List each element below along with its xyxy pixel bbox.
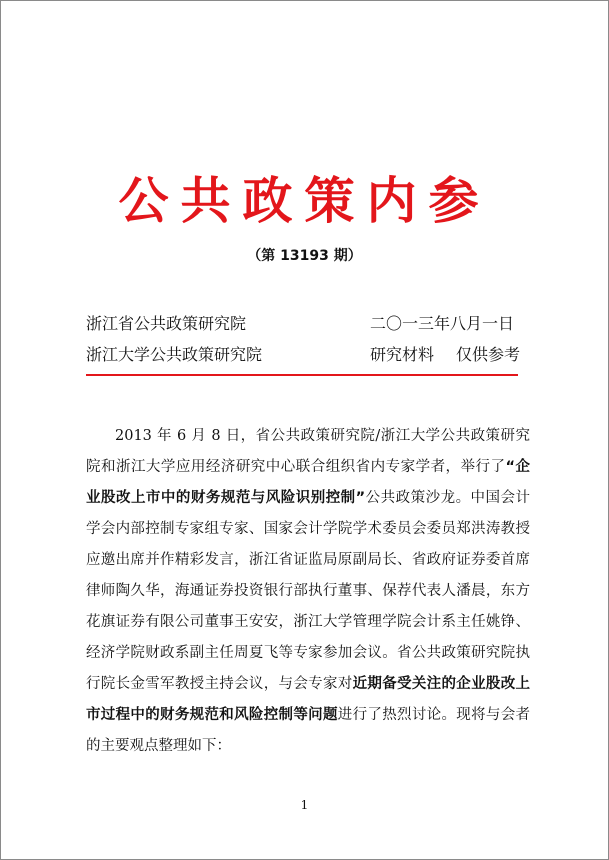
masthead-title: 公共政策内参 xyxy=(118,172,491,230)
header-row-2 xyxy=(86,344,526,366)
body-paragraph xyxy=(86,421,530,762)
issue-date: 二〇一三年八月一日 xyxy=(370,314,515,333)
salon-topic: “企业股改上市中的财务规范与风险识别控制” xyxy=(86,459,530,506)
discussion-focus: 近期备受关注的企业股改上市过程中的财务规范和风险控制等问题 xyxy=(86,676,531,723)
material-labels xyxy=(370,344,520,366)
header-row-1 xyxy=(86,313,526,335)
page-number: 1 xyxy=(300,798,309,812)
paragraph-text-participants: 公共政策沙龙。中国会计学会内部控制专家组专家、国家会计学院学术委员会委员郑洪涛教授应邀出席并作精彩发言，浙江省证监局原副局长、省政府证券委首席律师陶久华，海通证券投资银行部执行董事、保荐代表人潘晨，东方花旗证券有限公司董事王安安，浙江大学管理学院会计系主任姚铮、经济学院财政系副主任周夏飞等专家参加会议。省公共政策研究院执行院长金雪军教授主持会议，与会专家对 xyxy=(86,490,531,692)
header-divider xyxy=(86,374,518,376)
paragraph-text-closing: 进行了热烈讨论。现将与会者的主要观点整理如下： xyxy=(86,707,531,754)
org-name-university: 浙江大学公共政策研究院 xyxy=(86,345,263,364)
reference-only-label: 仅供参考 xyxy=(456,345,521,364)
paragraph-text-intro: 2013 年 6 月 8 日，省公共政策研究院/浙江大学公共政策研究院和浙江大学应用经济研究中心联合组织省内专家学者，举行了 xyxy=(86,428,530,475)
org-name-provincial: 浙江省公共政策研究院 xyxy=(86,314,247,333)
issue-number: （第 13193 期） xyxy=(247,248,362,264)
research-material-label: 研究材料 xyxy=(370,345,435,364)
paragraph-1 xyxy=(86,421,530,762)
